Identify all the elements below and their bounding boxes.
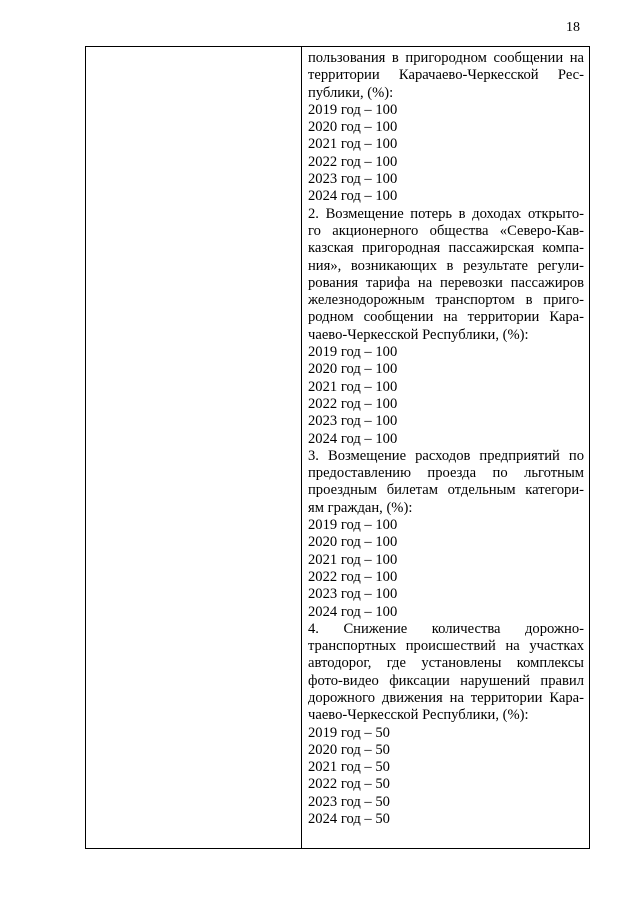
indicator-text-line: чаево-Черкесской Республики, (%): [308, 707, 529, 724]
indicator-text-line: родном сообщении на территории Кара- [308, 309, 584, 326]
year-value: 2022 год – 50 [308, 776, 390, 793]
year-value: 2019 год – 100 [308, 517, 398, 534]
year-value: 2024 год – 100 [308, 603, 398, 620]
indicator-text-line: рования тарифа на перевозки пассажиров [308, 274, 584, 291]
year-value: 2019 год – 100 [308, 344, 398, 361]
year-value: 2021 год – 100 [308, 551, 398, 568]
year-value: 2020 год – 100 [308, 361, 398, 378]
year-value: 2023 год – 100 [308, 586, 398, 603]
indicator-text-line: транспортных происшествий на участках [308, 638, 584, 655]
year-value: 2019 год – 100 [308, 101, 398, 118]
year-value: 2024 год – 50 [308, 811, 390, 828]
table-cell-indicators [302, 47, 589, 848]
year-value: 2019 год – 50 [308, 724, 390, 741]
indicator-text-line: го акционерного общества «Северо-Кав- [308, 222, 584, 239]
indicator-text-line: проездным билетам отдельным категори- [308, 482, 584, 499]
indicator-text-line: публики, (%): [308, 84, 394, 101]
indicator-text-line: фото-видео фиксации нарушений правил [308, 672, 584, 689]
year-value: 2023 год – 100 [308, 413, 398, 430]
indicator-text-line: пользования в пригородном сообщении на [308, 50, 584, 66]
indicator-text-line: казская пригородная пассажирская компа- [308, 240, 584, 257]
year-value: 2021 год – 100 [308, 378, 398, 395]
indicator-text-line: 4. Снижение количества дорожно- [308, 620, 584, 637]
year-value: 2024 год – 100 [308, 430, 398, 447]
indicator-block-2 [308, 206, 584, 448]
page-number: 18 [566, 20, 580, 35]
year-value: 2021 год – 50 [308, 759, 390, 776]
year-value: 2020 год – 100 [308, 534, 398, 551]
year-value: 2023 год – 100 [308, 171, 398, 188]
indicator-block-1 [308, 50, 584, 206]
indicator-text-line: ям граждан, (%): [308, 499, 413, 516]
year-value: 2021 год – 100 [308, 136, 398, 153]
indicator-text-line: ния», возникающих в результате регули- [308, 257, 584, 274]
year-value: 2022 год – 100 [308, 153, 398, 170]
indicator-text-line: предоставлению проезда по льготным [308, 465, 584, 482]
indicator-text-line: 3. Возмещение расходов предприятий по [308, 447, 584, 464]
year-value: 2020 год – 50 [308, 741, 390, 758]
table-cell-empty [86, 47, 302, 848]
year-value: 2022 год – 100 [308, 568, 398, 585]
indicator-block-4 [308, 621, 584, 829]
indicators-table [85, 46, 590, 849]
indicator-text-line: железнодорожным транспортом в приго- [308, 292, 584, 309]
indicator-text-line: чаево-Черкесской Республики, (%): [308, 326, 529, 343]
indicator-text-line: дорожного движения на территории Кара- [308, 689, 584, 706]
year-value: 2024 год – 100 [308, 188, 398, 205]
indicator-text-line: автодорог, где установлены комплексы [308, 655, 584, 672]
year-value: 2020 год – 100 [308, 119, 398, 136]
indicator-block-3 [308, 448, 584, 621]
indicator-text-line: 2. Возмещение потерь в доходах открыто- [308, 205, 584, 222]
indicator-text-line: территории Карачаево-Черкесской Рес- [308, 67, 584, 84]
year-value: 2023 год – 50 [308, 793, 390, 810]
year-value: 2022 год – 100 [308, 395, 398, 412]
